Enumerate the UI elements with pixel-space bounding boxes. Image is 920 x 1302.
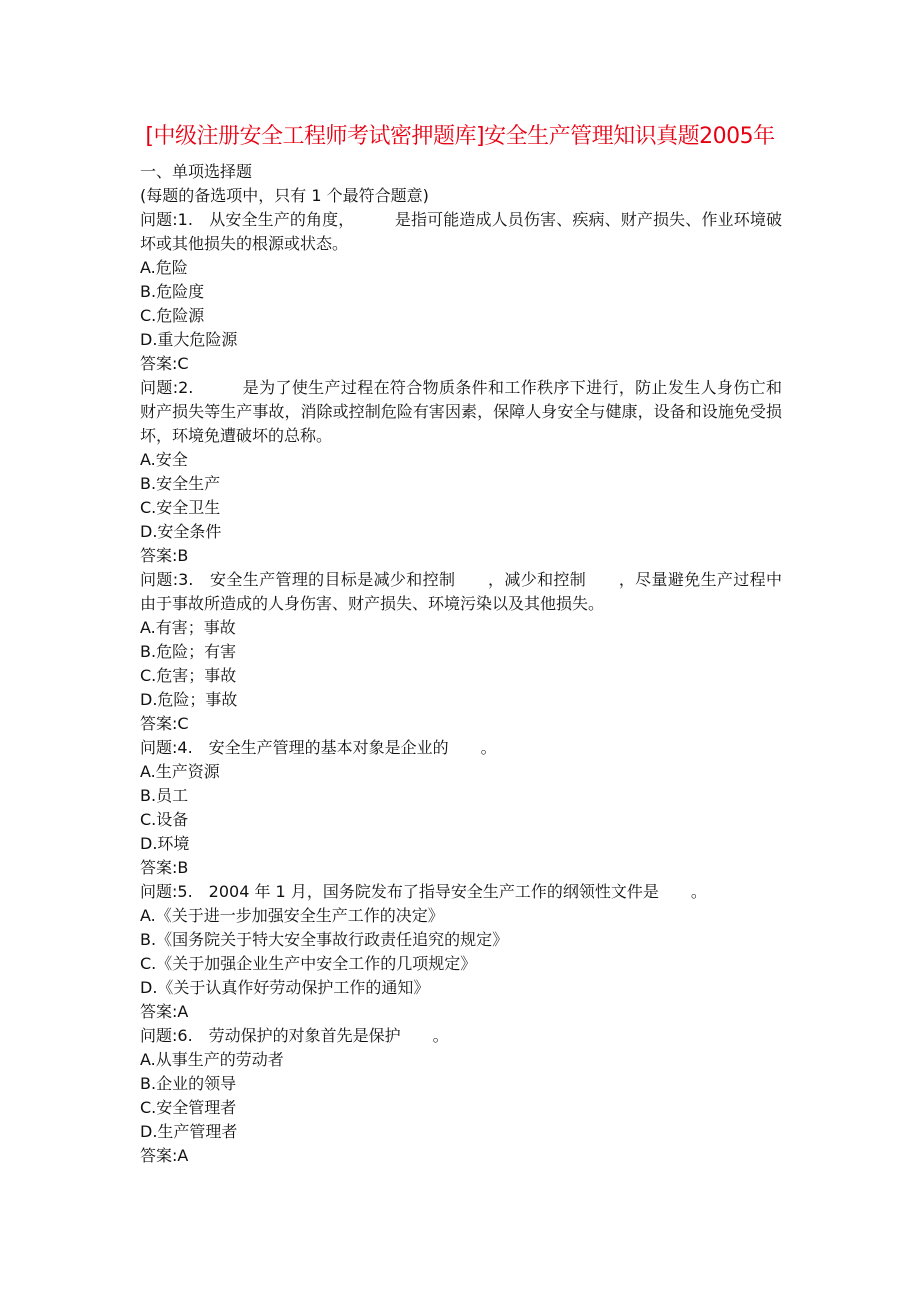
answer-option: A.《关于进一步加强安全生产工作的决定》 (140, 906, 444, 925)
answer-option: A.危险 (140, 258, 188, 277)
question-stem: 问题:5. 2004 年 1 月，国务院发布了指导安全生产工作的纲领性文件是 。 (140, 882, 707, 901)
question (140, 208, 782, 376)
answer-option: D.危险；事故 (140, 690, 238, 709)
answer-option: C.《关于加强企业生产中安全工作的几项规定》 (140, 954, 477, 973)
answer-key: 答案:B (140, 546, 189, 565)
answer-option: B.企业的领导 (140, 1074, 237, 1093)
answer-option: C.危害；事故 (140, 666, 237, 685)
answer-key: 答案:A (140, 1146, 189, 1165)
answer-option: C.设备 (140, 810, 189, 829)
answer-option: A.生产资源 (140, 762, 220, 781)
answer-option: B.安全生产 (140, 474, 221, 493)
answer-option: B.《国务院关于特大安全事故行政责任追究的规定》 (140, 930, 509, 949)
answer-option: C.安全管理者 (140, 1098, 237, 1117)
question-stem: 问题:2. 是为了使生产过程在符合物质条件和工作秩序下进行，防止发生人身伤亡和财产损失等生产事故，消除或控制危险有害因素，保障人身安全与健康，设备和设施免受损坏，环境免遭破坏的总称。 (140, 378, 782, 445)
document-title: [中级注册安全工程师考试密押题库]安全生产管理知识真题2005年 (145, 124, 775, 149)
answer-key: 答案:C (140, 354, 189, 373)
instruction: (每题的备选项中，只有 1 个最符合题意) (140, 186, 429, 205)
answer-option: A.从事生产的劳动者 (140, 1050, 284, 1069)
answer-option: D.《关于认真作好劳动保护工作的通知》 (140, 978, 430, 997)
question-stem: 问题:3. 安全生产管理的目标是减少和控制 ，减少和控制 ，尽量避免生产过程中由于事故所造成的人身伤害、财产损失、环境污染以及其他损失。 (140, 570, 782, 613)
answer-option: C.危险源 (140, 306, 205, 325)
question (140, 1024, 782, 1168)
question-list (140, 208, 782, 1168)
answer-key: 答案:A (140, 1002, 189, 1021)
answer-option: D.生产管理者 (140, 1122, 238, 1141)
answer-option: C.安全卫生 (140, 498, 221, 517)
question-stem: 问题:4. 安全生产管理的基本对象是企业的 。 (140, 738, 497, 757)
answer-option: A.安全 (140, 450, 188, 469)
answer-option: B.危险；有害 (140, 642, 237, 661)
answer-key: 答案:C (140, 714, 189, 733)
section-heading: 一、单项选择题 (140, 162, 253, 181)
question (140, 736, 782, 880)
question (140, 376, 782, 568)
answer-key: 答案:B (140, 858, 189, 877)
answer-option: B.危险度 (140, 282, 205, 301)
answer-option: B.员工 (140, 786, 189, 805)
answer-option: D.环境 (140, 834, 190, 853)
question-stem: 问题:1. 从安全生产的角度， 是指可能造成人员伤害、疾病、财产损失、作业环境破坏或其他损失的根源或状态。 (140, 210, 782, 253)
answer-option: D.重大危险源 (140, 330, 238, 349)
document-body (140, 160, 782, 1168)
answer-option: A.有害；事故 (140, 618, 236, 637)
question (140, 880, 782, 1024)
question (140, 568, 782, 736)
question-stem: 问题:6. 劳动保护的对象首先是保护 。 (140, 1026, 449, 1045)
answer-option: D.安全条件 (140, 522, 222, 541)
